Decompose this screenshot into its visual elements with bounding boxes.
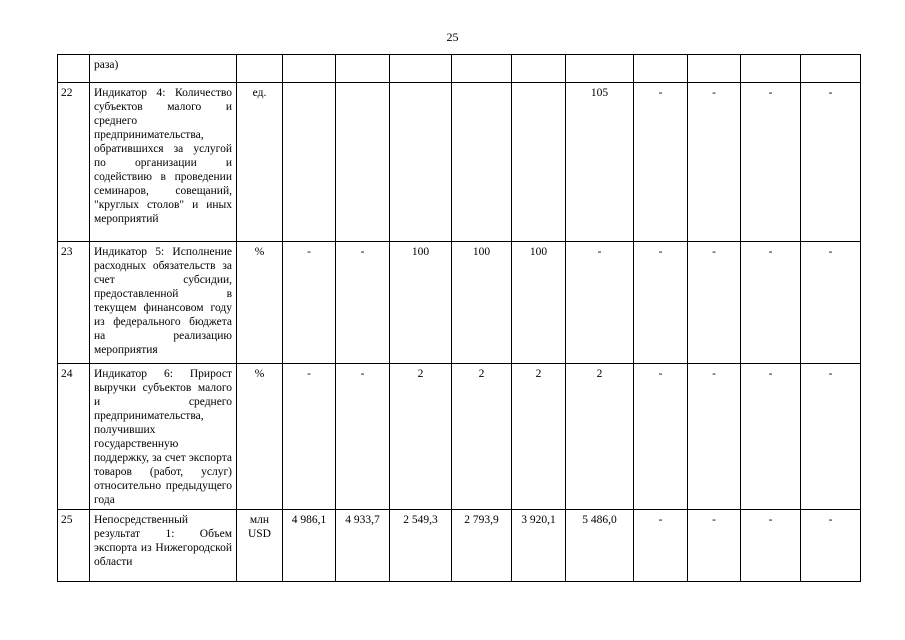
value-cell: 2 793,9 bbox=[452, 510, 512, 582]
value-cell bbox=[566, 55, 634, 83]
table-row bbox=[58, 55, 861, 83]
value-cell bbox=[801, 55, 861, 83]
value-cell bbox=[336, 55, 390, 83]
value-cell: - bbox=[336, 242, 390, 364]
value-cell: 2 bbox=[512, 364, 566, 510]
value-cell: - bbox=[688, 364, 741, 510]
value-cell: 2 bbox=[452, 364, 512, 510]
indicators-table bbox=[57, 54, 861, 582]
indicator-description-cell: Индикатор 6: Прирост выручки субъектов малого и среднего предпринимательства, получивших государственную поддержку, за счет экспорта товаров (работ, услуг) относительно предыдущего года bbox=[90, 364, 237, 510]
value-cell bbox=[390, 83, 452, 242]
value-cell bbox=[390, 55, 452, 83]
value-cell: - bbox=[634, 242, 688, 364]
unit-cell bbox=[237, 55, 283, 83]
value-cell: - bbox=[688, 510, 741, 582]
value-cell: - bbox=[283, 242, 336, 364]
value-cell: 105 bbox=[566, 83, 634, 242]
value-cell: - bbox=[688, 83, 741, 242]
unit-cell: млн USD bbox=[237, 510, 283, 582]
indicator-description-cell: Индикатор 4: Количество субъектов малого и среднего предпринимательства, обратившихся за услугой по организации и содействию в проведении семинаров, совещаний, "круглых столов" и иных мероприятий bbox=[90, 83, 237, 242]
value-cell: - bbox=[634, 364, 688, 510]
value-cell: - bbox=[801, 83, 861, 242]
value-cell: - bbox=[801, 242, 861, 364]
value-cell: - bbox=[741, 364, 801, 510]
row-number-cell: 25 bbox=[58, 510, 90, 582]
value-cell: - bbox=[566, 242, 634, 364]
table-body bbox=[58, 55, 861, 582]
unit-cell: % bbox=[237, 364, 283, 510]
value-cell: - bbox=[741, 242, 801, 364]
value-cell: - bbox=[801, 364, 861, 510]
value-cell: - bbox=[336, 364, 390, 510]
value-cell bbox=[283, 55, 336, 83]
value-cell: 2 bbox=[390, 364, 452, 510]
value-cell: 4 933,7 bbox=[336, 510, 390, 582]
value-cell: 100 bbox=[452, 242, 512, 364]
value-cell: 2 bbox=[566, 364, 634, 510]
value-cell: 100 bbox=[390, 242, 452, 364]
value-cell bbox=[741, 55, 801, 83]
value-cell: - bbox=[741, 510, 801, 582]
unit-cell: ед. bbox=[237, 83, 283, 242]
row-number-cell: 23 bbox=[58, 242, 90, 364]
value-cell bbox=[336, 83, 390, 242]
indicator-description-cell: Непосредственный результат 1: Объем экспорта из Нижегородской области bbox=[90, 510, 237, 582]
indicator-description-cell: Индикатор 5: Исполнение расходных обязательств за счет субсидии, предоставленной в текущем финансовом году из федерального бюджета на реализацию мероприятия bbox=[90, 242, 237, 364]
page-number: 25 bbox=[446, 30, 459, 44]
value-cell bbox=[688, 55, 741, 83]
value-cell bbox=[512, 55, 566, 83]
indicator-description-cell: раза) bbox=[90, 55, 237, 83]
table-row bbox=[58, 83, 861, 242]
row-number-cell: 22 bbox=[58, 83, 90, 242]
value-cell bbox=[634, 55, 688, 83]
unit-cell: % bbox=[237, 242, 283, 364]
table-row bbox=[58, 364, 861, 510]
value-cell: 2 549,3 bbox=[390, 510, 452, 582]
value-cell: - bbox=[741, 83, 801, 242]
value-cell bbox=[452, 83, 512, 242]
value-cell: 100 bbox=[512, 242, 566, 364]
value-cell: - bbox=[634, 83, 688, 242]
value-cell bbox=[512, 83, 566, 242]
row-number-cell: 24 bbox=[58, 364, 90, 510]
value-cell: - bbox=[634, 510, 688, 582]
value-cell: 4 986,1 bbox=[283, 510, 336, 582]
value-cell bbox=[452, 55, 512, 83]
row-number-cell bbox=[58, 55, 90, 83]
value-cell: - bbox=[283, 364, 336, 510]
value-cell: - bbox=[801, 510, 861, 582]
value-cell: - bbox=[688, 242, 741, 364]
value-cell: 3 920,1 bbox=[512, 510, 566, 582]
value-cell bbox=[283, 83, 336, 242]
table-row bbox=[58, 242, 861, 364]
table-row bbox=[58, 510, 861, 582]
value-cell: 5 486,0 bbox=[566, 510, 634, 582]
